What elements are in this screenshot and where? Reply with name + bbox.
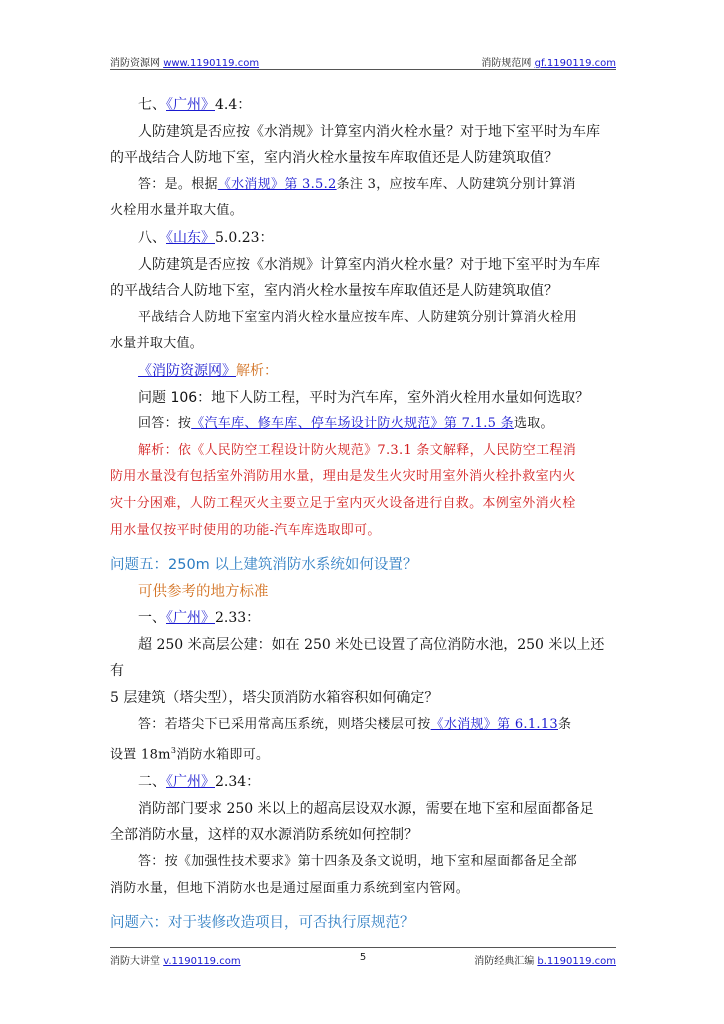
analysis-answer-link[interactable]: 《汽车库、修车库、停车场设计防火规范》第 7.1.5 条 (191, 416, 514, 432)
header-left (110, 54, 259, 69)
sec7-heading (110, 92, 616, 119)
q5-item1-code: 2.33： (215, 610, 261, 627)
analysis-answer-rest: 选取。 (513, 416, 554, 432)
q5-item1-answer-rest: 条 (558, 716, 572, 732)
header-left-label: 消防资源网 (110, 58, 160, 69)
q5-item2-heading (110, 769, 616, 796)
q5-item2-question-line1: 消防部门要求 250 米以上的超高层设双水源，需要在地下室和屋面都备足 (138, 800, 594, 817)
q5-item1-question-line2: 5 层建筑（塔尖型），塔尖顶消防水箱容积如何确定？ (110, 690, 439, 707)
q5-item1-answer-line2-pre: 设置 18m (110, 747, 171, 763)
sec8-question-line2: 的平战结合人防地下室，室内消火栓水量按车库取值还是人防建筑取值？ (110, 283, 558, 300)
analysis-heading (110, 358, 616, 385)
header-left-link[interactable]: www.1190119.com (163, 58, 260, 69)
spacer (110, 544, 616, 552)
q5-item2-source-link[interactable]: 《广州》 (166, 774, 215, 791)
q5-item2-prefix: 二、 (138, 774, 166, 791)
footer-left-label: 消防大讲堂 (110, 956, 160, 967)
q5-item2-code: 2.34： (215, 774, 261, 791)
header-right-label: 消防规范网 (481, 58, 532, 69)
sec7-question-line1: 人防建筑是否应按《水消规》计算室内消火栓水量？对于地下室平时为车库 (138, 123, 600, 140)
page-content (110, 92, 616, 937)
q5-item1-question-line1: 超 250 米高层公建：如在 250 米处已设置了高位消防水池，250 米以上还有 (110, 636, 605, 680)
analysis-reason-line4: 用水量仅按平时使用的功能-汽车库选取即可。 (110, 522, 381, 538)
sec8-answer-line1: 平战结合人防地下室室内消火栓水量应按车库、人防建筑分别计算消火栓用 (138, 309, 577, 325)
sec7-answer-prefix: 答：是。根据 (138, 176, 218, 192)
analysis-question-title: 问题 106：地下人防工程，平时为汽车库，室外消火栓用水量如何选取？ (138, 389, 590, 406)
q5-item1-answer-prefix: 答：若塔尖下已采用常高压系统，则塔尖楼层可按 (138, 716, 431, 732)
footer-left-link[interactable]: v.1190119.com (163, 956, 241, 967)
q5-subtitle: 可供参考的地方标准 (138, 583, 269, 600)
page-footer (110, 947, 616, 969)
sec7-code: 4.4： (215, 97, 252, 113)
footer-right-label: 消防经典汇编 (474, 956, 535, 967)
header-right-link[interactable]: gf.1190119.com (534, 58, 616, 69)
q5-item1-heading (110, 605, 616, 632)
analysis-source-link[interactable]: 《消防资源网》 (138, 362, 236, 379)
footer-right (474, 952, 616, 967)
page-number: 5 (359, 952, 367, 963)
q5-item2-question-line2: 全部消防水量，这样的双水源消防系统如何控制？ (110, 827, 418, 844)
analysis-label: 解析： (236, 362, 278, 379)
q5-item1-answer-superscript: 3 (170, 746, 177, 756)
analysis-reason-line1: 解析：依《人民防空工程设计防火规范》7.3.1 条文解释，人民防空工程消 (138, 442, 577, 458)
q5-item2-answer-line2: 消防水量，但地下消防水也是通过屋面重力系统到室内管网。 (110, 880, 470, 896)
q5-item2-answer-line1: 答：按《加强性技术要求》第十四条及条文说明，地下室和屋面都备足全部 (138, 853, 577, 869)
analysis-reason-line3: 灾十分困难，人防工程灭火主要立足于室内灭火设备进行自救。本例室外消火栓 (110, 495, 576, 511)
q5-item1-prefix: 一、 (138, 610, 166, 627)
sec7-answer-link[interactable]: 《水消规》第 3.5.2 (217, 176, 337, 192)
sec8-prefix: 八、 (138, 229, 166, 246)
sec8-code: 5.0.23： (215, 229, 274, 246)
sec8-heading (110, 225, 616, 252)
sec8-answer-line2: 水量并取大值。 (110, 336, 204, 352)
q5-item1-answer-link[interactable]: 《水消规》第 6.1.13 (430, 716, 558, 732)
footer-right-link[interactable]: b.1190119.com (537, 956, 616, 967)
analysis-answer-prefix: 回答：按 (138, 416, 192, 432)
q6-title: 问题六：对于装修改造项目，可否执行原规范？ (110, 915, 415, 932)
sec8-question-line1: 人防建筑是否应按《水消规》计算室内消火栓水量？对于地下室平时为车库 (138, 256, 600, 273)
page-header (110, 53, 616, 70)
q5-item1-answer-line1 (110, 712, 616, 739)
q5-title: 问题五：250m 以上建筑消防水系统如何设置？ (110, 557, 418, 574)
sec8-source-link[interactable]: 《山东》 (166, 229, 215, 246)
sec7-answer-line2: 火栓用水量并取大值。 (110, 203, 244, 219)
sec7-question-line2: 的平战结合人防地下室，室内消火栓水量按车库取值还是人防建筑取值？ (110, 150, 558, 167)
sec7-answer-line1 (110, 172, 616, 199)
sec7-prefix: 七、 (138, 97, 166, 113)
q5-item1-answer-line2 (110, 738, 616, 769)
spacer (110, 902, 616, 910)
analysis-answer (110, 411, 616, 438)
sec7-source-link[interactable]: 《广州》 (166, 97, 215, 113)
q5-item1-source-link[interactable]: 《广州》 (166, 610, 215, 627)
header-right (481, 54, 616, 69)
sec7-answer-rest: 条注 3，应按车库、人防建筑分别计算消 (336, 176, 576, 192)
analysis-reason-line2: 防用水量没有包括室外消防用水量，理由是发生火灾时用室外消火栓扑救室内火 (110, 469, 576, 485)
q5-item1-answer-line2-post: 消防水箱即可。 (176, 747, 270, 763)
